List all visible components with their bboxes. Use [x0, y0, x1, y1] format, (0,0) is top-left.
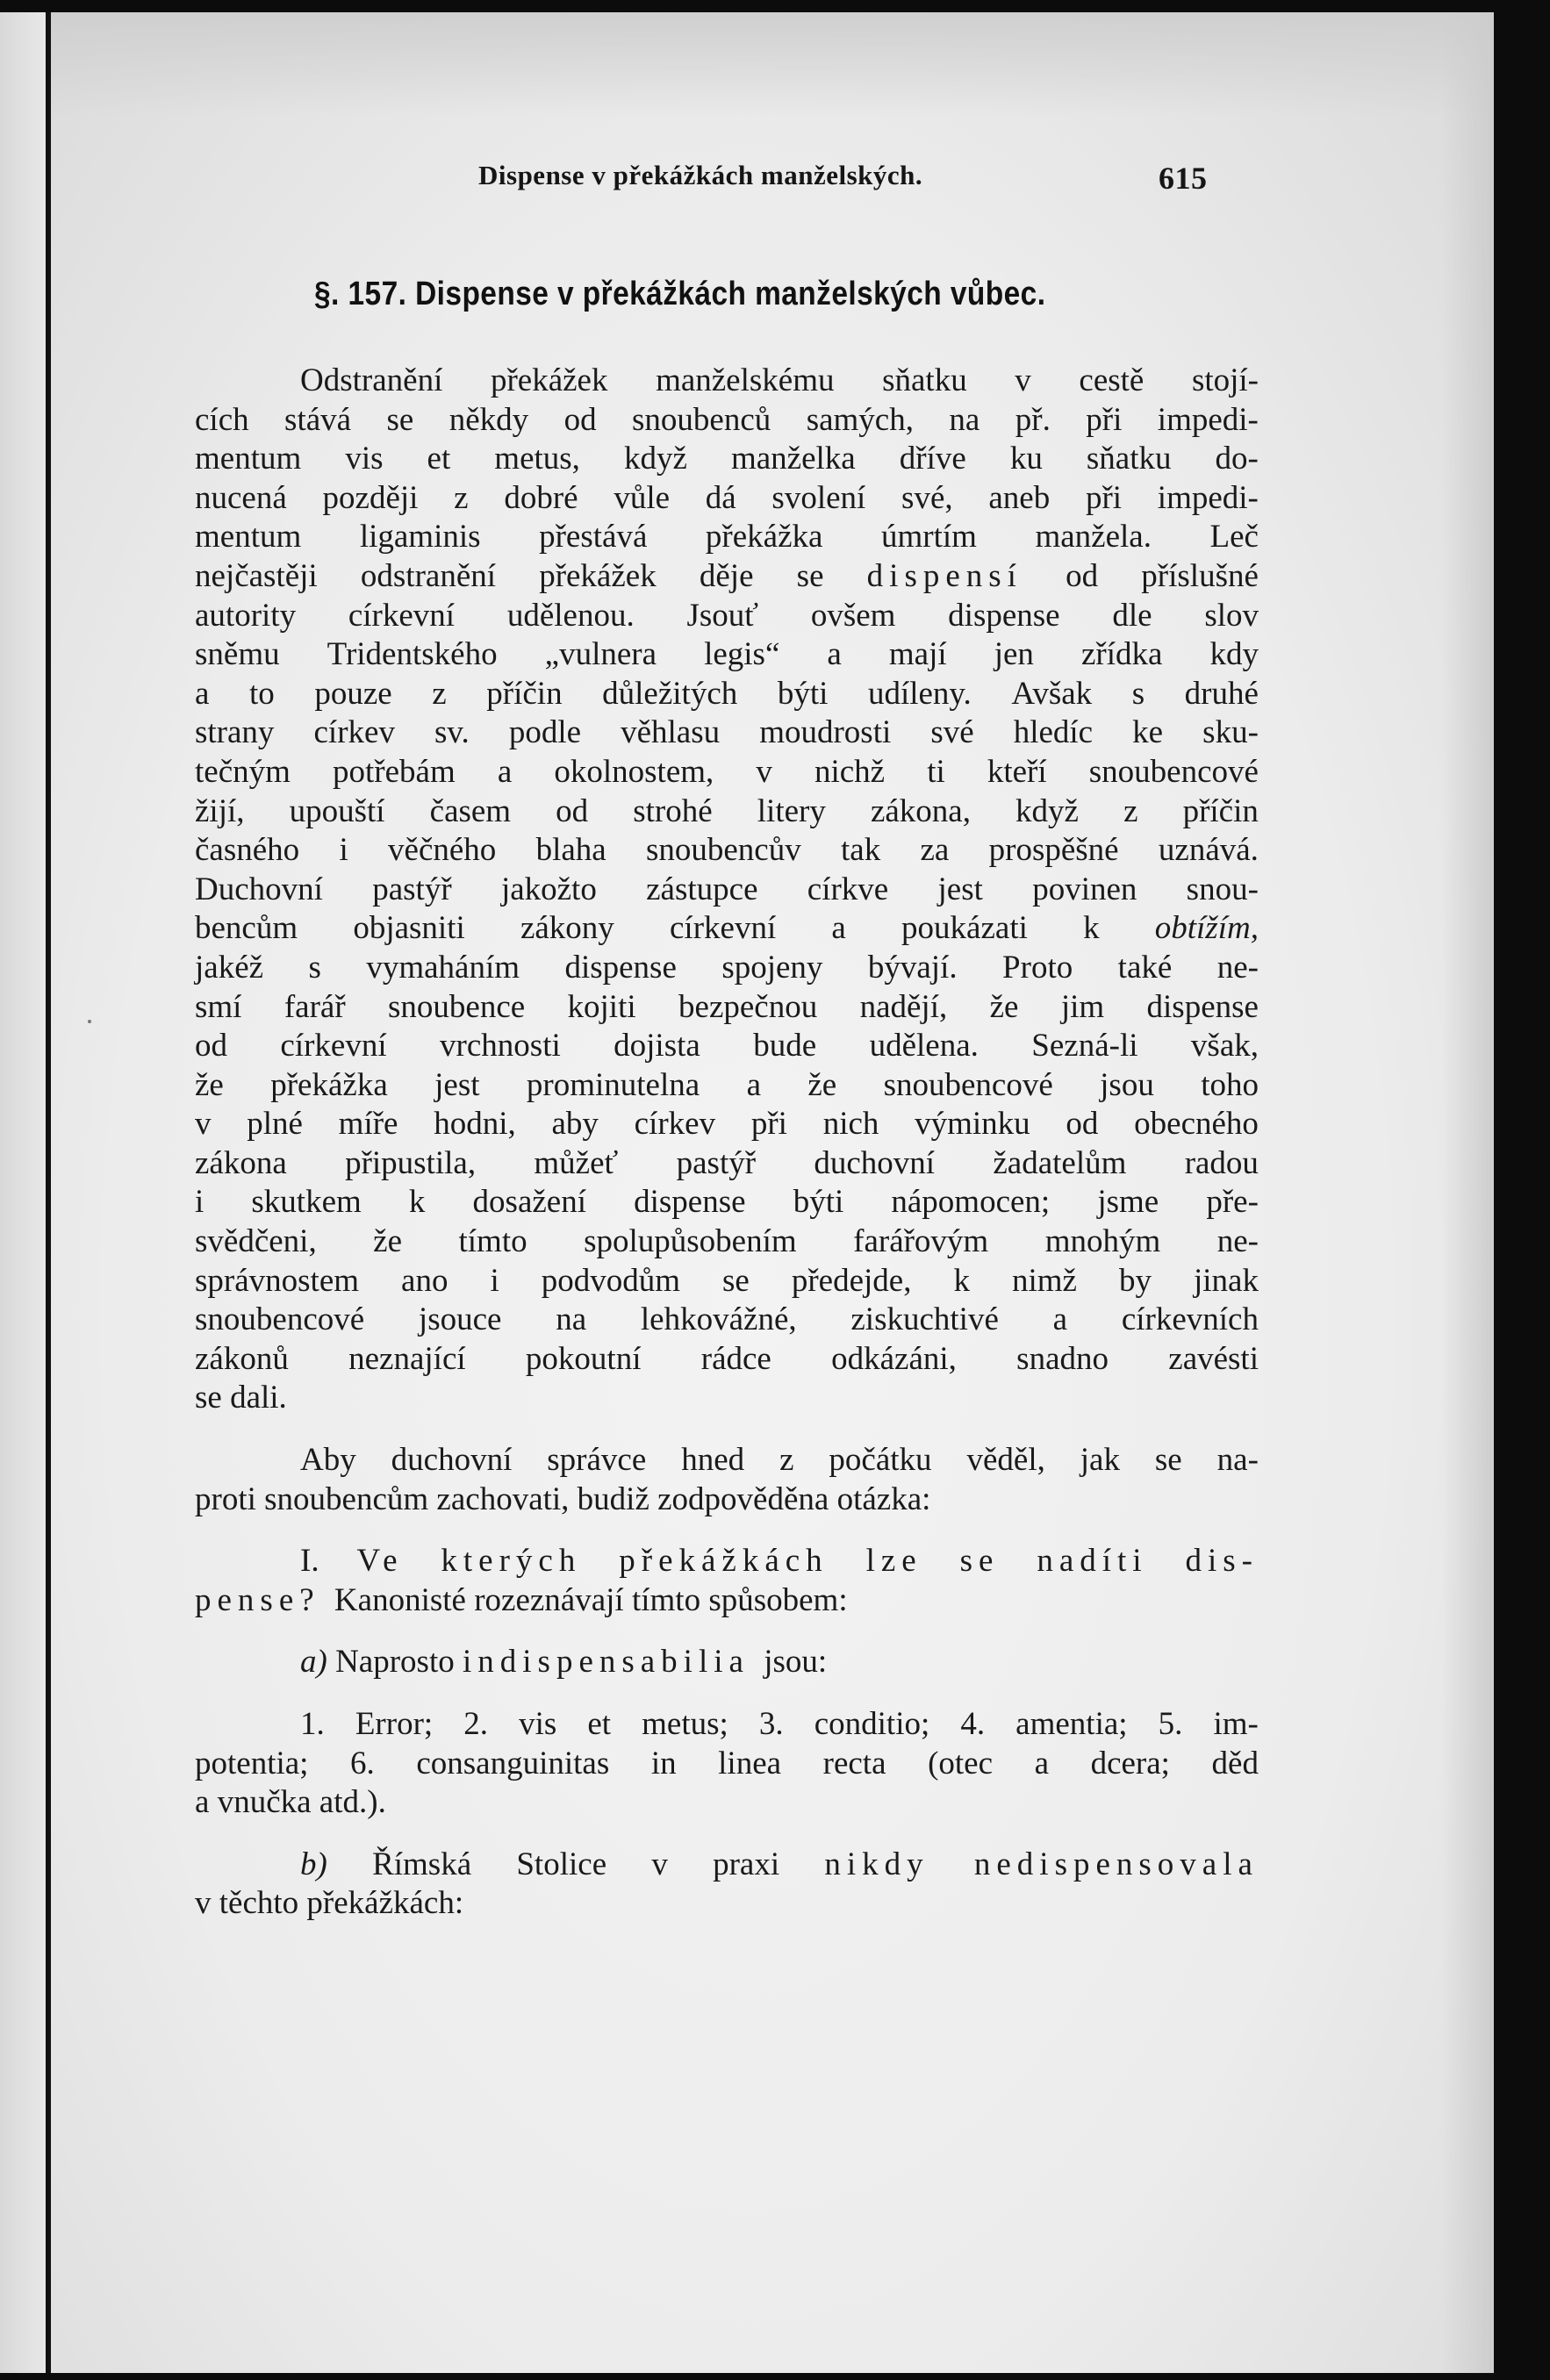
text-line: jakéž s vymaháním dispense spojeny bývají. Proto také ne-	[195, 949, 1259, 986]
text-line: mentum ligaminis přestává překážka úmrtím manžela. Leč	[195, 519, 1259, 556]
page-number: 615	[1159, 161, 1208, 196]
paragraph	[195, 1846, 1259, 1924]
scanned-page	[0, 12, 1494, 2373]
text-line: potentia; 6. consanguinitas in linea recta (otec a dcera; děd	[195, 1745, 1259, 1781]
text-line: tečným potřebám a okolnostem, v nichž ti kteří snoubencové	[195, 753, 1259, 790]
section-number: §. 157.	[314, 276, 407, 312]
paragraph	[195, 1441, 1259, 1519]
text-line: Duchovní pastýř jakožto zástupce církve jest povinen snou-	[195, 871, 1259, 907]
binding-edge-line	[46, 12, 51, 2373]
text-line: a vnučka atd.).	[195, 1784, 386, 1821]
text-line: i skutkem k dosažení dispense býti nápomocen; jsme pře-	[195, 1184, 1259, 1221]
text-line: v těchto překážkách:	[195, 1885, 464, 1922]
text-line: cích stává se někdy od snoubenců samých, na př. při impedi-	[195, 401, 1259, 438]
text-line: pense? Kanonisté rozeznávají tímto spůsobem:	[195, 1581, 848, 1618]
paragraph	[195, 1542, 1259, 1620]
text-line: zákonů neznající pokoutní rádce odkázáni, snadno zavésti	[195, 1340, 1259, 1377]
text-line: Aby duchovní správce hned z počátku věděl, jak se na-	[300, 1442, 1259, 1479]
running-head-title: Dispense v překážkách manželských.	[478, 160, 923, 190]
body-text	[195, 362, 1259, 1924]
text-line: autority církevní udělenou. Jsouť ovšem dispense dle slov	[195, 597, 1259, 634]
paragraph-gap	[195, 1823, 1259, 1846]
section-title: Dispense v překážkách manželských vůbec.	[415, 276, 1046, 312]
text-line: časného i věčného blaha snoubencův tak za prospěšné uznává.	[195, 832, 1259, 869]
text-line: svědčeni, že tímto spolupůsobením farářovým mnohým ne-	[195, 1223, 1259, 1260]
text-line: smí farář snoubence kojiti bezpečnou nadějí, že jim dispense	[195, 988, 1259, 1025]
paragraph	[195, 362, 1259, 1418]
text-line: a to pouze z příčin důležitých býti udíleny. Avšak s druhé	[195, 675, 1259, 712]
text-line: nejčastěji odstranění překážek děje se dispensí od příslušné	[195, 557, 1259, 594]
paragraph-gap	[195, 1418, 1259, 1441]
paragraph-gap	[195, 1620, 1259, 1643]
text-line: bencům objasniti zákony církevní a poukázati k obtížím,	[195, 910, 1259, 947]
text-line: sněmu Tridentského „vulnera legis“ a mají jen zřídka kdy	[195, 636, 1259, 673]
text-line: proti snoubencům zachovati, budiž zodpověděna otázka:	[195, 1480, 931, 1517]
text-line: od církevní vrchnosti dojista bude udělena. Sezná-li však,	[195, 1028, 1259, 1065]
text-line: mentum vis et metus, když manželka dříve ku sňatku do-	[195, 441, 1259, 477]
text-line: nucená později z dobré vůle dá svolení své, aneb při impedi-	[195, 479, 1259, 516]
section-heading	[314, 276, 1045, 313]
text-line: Odstranění překážek manželskému sňatku v cestě stojí-	[300, 362, 1259, 398]
paragraph-gap	[195, 1682, 1259, 1705]
paragraph	[195, 1643, 1259, 1682]
scan-speck	[88, 1020, 91, 1023]
text-line: I. Ve kterých překážkách lze se nadíti dis-	[300, 1543, 1259, 1580]
text-line: zákona připustila, můžeť pastýř duchovní žadatelům radou	[195, 1144, 1259, 1181]
paragraph-gap	[195, 1519, 1259, 1542]
text-line: 1. Error; 2. vis et metus; 3. conditio; 4. amentia; 5. im-	[300, 1706, 1259, 1742]
text-line: v plné míře hodni, aby církev při nich výminku od obecného	[195, 1106, 1259, 1143]
text-line: žijí, upouští časem od strohé litery zákona, když z příčin	[195, 792, 1259, 829]
paragraph	[195, 1705, 1259, 1823]
text-line: a) Naprosto indispensabilia jsou:	[300, 1644, 828, 1681]
text-line: správnostem ano i podvodům se předejde, k nimž by jinak	[195, 1262, 1259, 1299]
page-gutter	[0, 12, 46, 2373]
text-line: se dali.	[195, 1380, 287, 1416]
text-line: snoubencové jsouce na lehkovážné, ziskuchtivé a církevních	[195, 1301, 1259, 1338]
text-line: b) Římská Stolice v praxi nikdy nedispensovala	[300, 1846, 1259, 1882]
text-line: strany církev sv. podle věhlasu moudrosti své hledíc ke sku-	[195, 714, 1259, 751]
text-line: že překážka jest prominutelna a že snoubencové jsou toho	[195, 1066, 1259, 1103]
